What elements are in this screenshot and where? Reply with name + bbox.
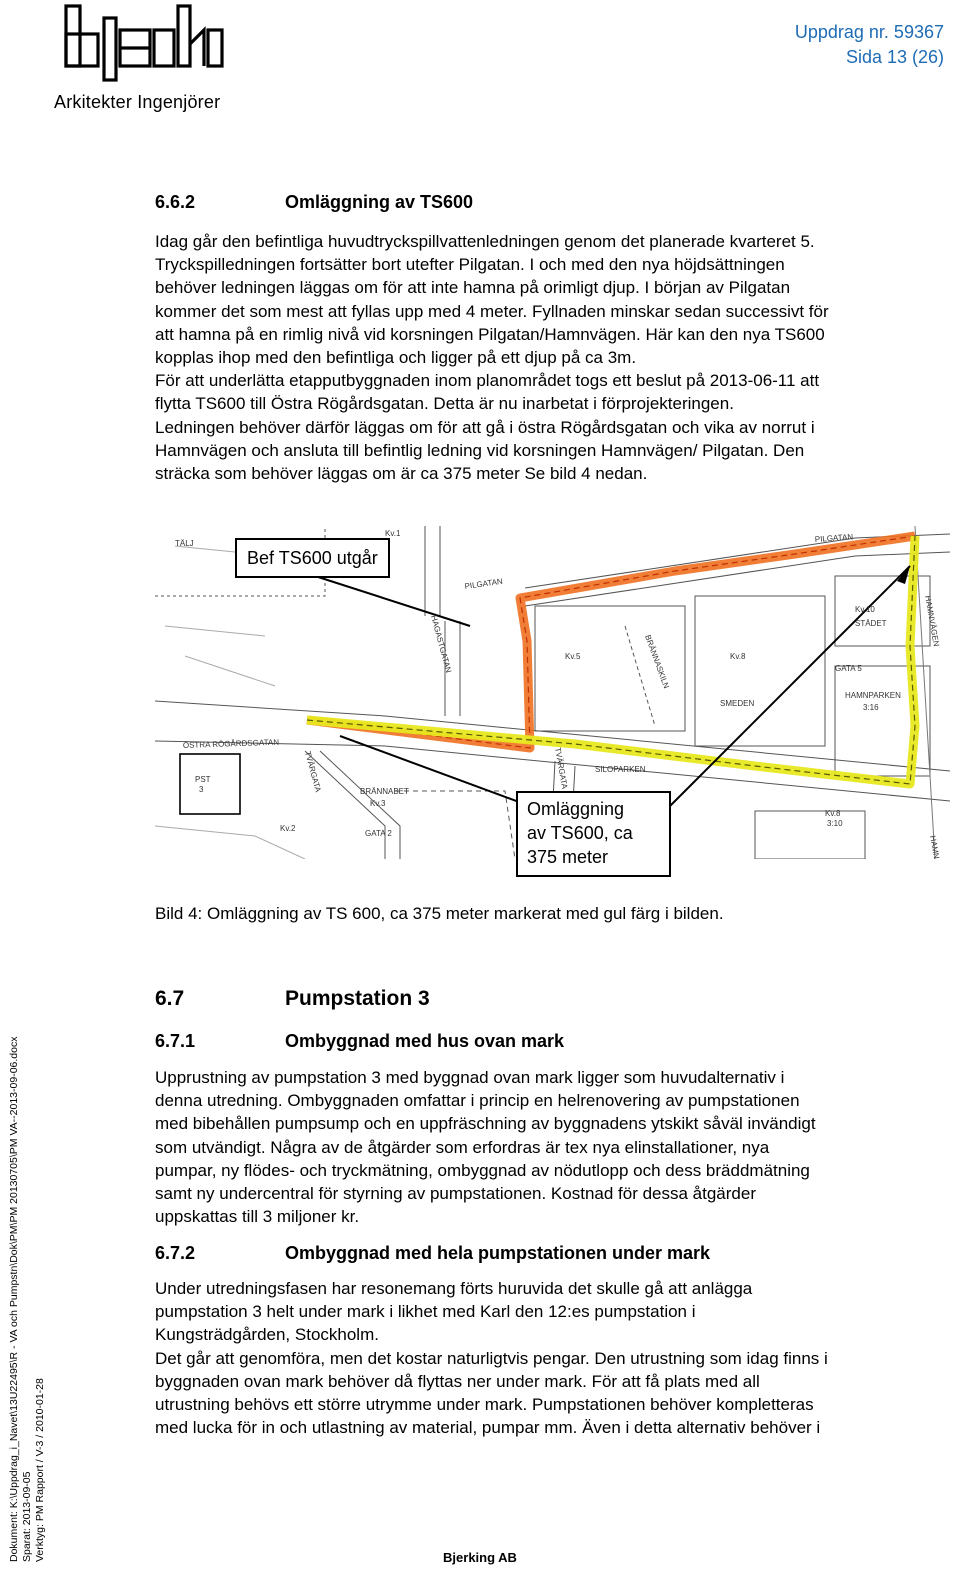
map-label: HAMN [928,834,941,859]
heading-number: 6.7.2 [155,1243,196,1263]
site-plan-map [155,526,950,867]
map-label: HAMNPARKEN [845,691,901,700]
text-line: Ledningen behöver därför läggas om för att gå i östra Rögårdsgatan och vika av norrut i [155,417,815,437]
map-label: Kv.3 [370,799,386,808]
text-line: sträcka som behöver läggas om är ca 375 meter Se bild 4 nedan. [155,463,648,483]
map-label: BRÄNNABET [360,787,409,796]
map-label: SILOPARKEN [595,765,646,774]
logo-subtitle: Arkitekter Ingenjörer [54,92,221,112]
paragraph-6-6-2 [155,230,955,485]
map-label: Kv.10 [855,605,875,614]
heading-6-7 [155,987,430,1011]
text-line: För att underlätta etapputbyggnaden inom planområdet togs ett beslut på 2013-06-11 att [155,371,820,391]
map-label: TÄLJ [175,539,194,548]
paragraph-6-7-1 [155,1066,955,1228]
heading-6-7-1 [155,1031,564,1052]
map-label: GATA 2 [365,829,392,838]
text-line: pumpar, ny flödes- och tryckmätning, ombyggnad av nödutlopp och dess bräddmätning [155,1160,810,1180]
bjerking-logo-mark [54,4,224,90]
text-line: Kungsträdgården, Stockholm. [155,1325,379,1345]
map-label: PILGATAN [464,576,504,591]
map-label: SMEDEN [720,699,755,708]
page-footer: Bjerking AB [443,1550,517,1565]
callout-text: av TS600, ca [527,823,633,843]
map-label: Kv.8 [825,809,841,818]
heading-number: 6.7.1 [155,1031,196,1051]
text-line: med lucka för in och utlastning av material, pumpar mm. Även i detta alternativ behöver i [155,1418,821,1438]
heading-number: 6.6.2 [155,192,196,212]
map-label: PILGATAN [814,532,854,544]
heading-title: Ombyggnad med hela pumpstationen under mark [285,1243,711,1263]
map-label: HAGASTGATAN [429,614,454,674]
text-line: Hamnvägen och ansluta till befintlig ledning vid korsningen Hamnvägen/ Pilgatan. Den [155,440,805,460]
figure-caption: Bild 4: Omläggning av TS 600, ca 375 meter markerat med gul färg i bilden. [155,904,724,923]
map-label: TVÄRGATA [303,750,323,794]
heading-6-7-2 [155,1243,710,1264]
heading-title: Pumpstation 3 [285,987,430,1010]
text-line: pumpstation 3 helt under mark i likhet med Karl den 12:es pumpstation i [155,1302,696,1322]
text-line: Tryckspilledningen fortsätter bort utefter Pilgatan. I och med den nya höjdsättningen [155,255,785,275]
map-label: 3:16 [863,703,879,712]
text-line: Idag går den befintliga huvudtryckspillvattenledningen genom det planerade kvarteret 5. [155,232,815,251]
map-label: 3 [199,785,204,794]
map-label: HAMNVÄGEN [923,594,941,648]
map-label: STÄDET [855,619,887,628]
page-number: Sida 13 (26) [845,47,944,67]
map-label: GATA 5 [835,664,862,673]
text-line: med bibehållen pumpsump och en uppfräschning av byggnadens ytskikt såväl invändigt [155,1114,816,1134]
map-label: Kv.1 [385,529,401,538]
map-label: 3:10 [827,819,843,828]
map-label: Kv.8 [730,652,746,661]
header-info [795,20,944,70]
document-metadata-sidebar [8,1037,47,1562]
text-line: att hamna på en rimlig nivå vid korsningen Pilgatan/Hamnvägen. Här kan den nya TS600 [155,324,825,344]
text-line: kopplas ihop med den befintliga och ligger på ett djup på ca 3m. [155,347,637,367]
callout-text: 375 meter [527,847,609,867]
heading-6-6-2 [155,192,473,213]
text-line: uppskattas till 3 miljoner kr. [155,1207,360,1227]
assignment-number: Uppdrag nr. 59367 [794,22,944,42]
map-label: PST [195,775,211,784]
text-line: byggnaden ovan mark behöver då flyttas ner under mark. För att få plats med all [155,1371,760,1391]
heading-number: 6.7 [155,987,185,1010]
sidebar-line: Verktyg: PM Rapport / V-3 / 2010-01-28 [34,1378,46,1562]
callout-text: Omläggning [527,799,625,819]
text-line: behöver ledningen läggas om för att inte hamna på orimligt djup. I början av Pilgatan [155,278,791,298]
heading-title: Omläggning av TS600 [285,192,474,212]
map-label: Kv.2 [280,824,296,833]
text-line: som utvändigt. Några av de åtgärder som erfordras är tex nya elinstallationer, nya [155,1137,770,1157]
map-label: BRÄNNASKILN [643,633,671,690]
text-line: samt ny undercentral för styrning av pumpstationen. Kostnad för dessa åtgärder [155,1183,756,1203]
map-label: ÖSTRA RÖGÅRDSGATAN [182,737,280,750]
callout-new-route [516,791,671,877]
company-logo [54,4,244,114]
text-line: utrustning behövs ett större utrymme under mark. Pumpstationen behöver kompletteras [155,1394,814,1414]
text-line: Upprustning av pumpstation 3 med byggnad ovan mark ligger som huvudalternativ i [155,1068,785,1087]
sidebar-line: Sparat: 2013-09-05 [21,1471,33,1562]
map-label: TVÄRGATA [553,746,570,790]
map-label: Kv.5 [565,652,581,661]
text-line: kommer det som mest att fyllas upp med 4 meter. Fyllnaden minskar sedan successivt för [155,301,829,321]
heading-title: Ombyggnad med hus ovan mark [285,1031,565,1051]
callout-old-route [235,538,390,578]
text-line: Under utredningsfasen har resonemang förts huruvida det skulle gå att anlägga [155,1279,753,1298]
paragraph-6-7-2 [155,1277,955,1439]
text-line: denna utredning. Ombyggnaden omfattar i princip en helrenovering av pumpstationen [155,1091,800,1111]
sidebar-line: Dokument: K:\Uppdrag_i_Navet\13U22495\R - VA och Pumpstn\Dok\PM\PM 20130705\PM VA--2013-09-06.docx [8,1036,20,1562]
text-line: flytta TS600 till Östra Rögårdsgatan. Detta är nu inarbetat i förprojekteringen. [155,394,734,414]
text-line: Det går att genomföra, men det kostar naturligtvis pengar. Den utrustning som idag finns i [155,1348,828,1368]
old-route-line [307,536,915,748]
callout-text: Bef TS600 utgår [247,548,378,568]
